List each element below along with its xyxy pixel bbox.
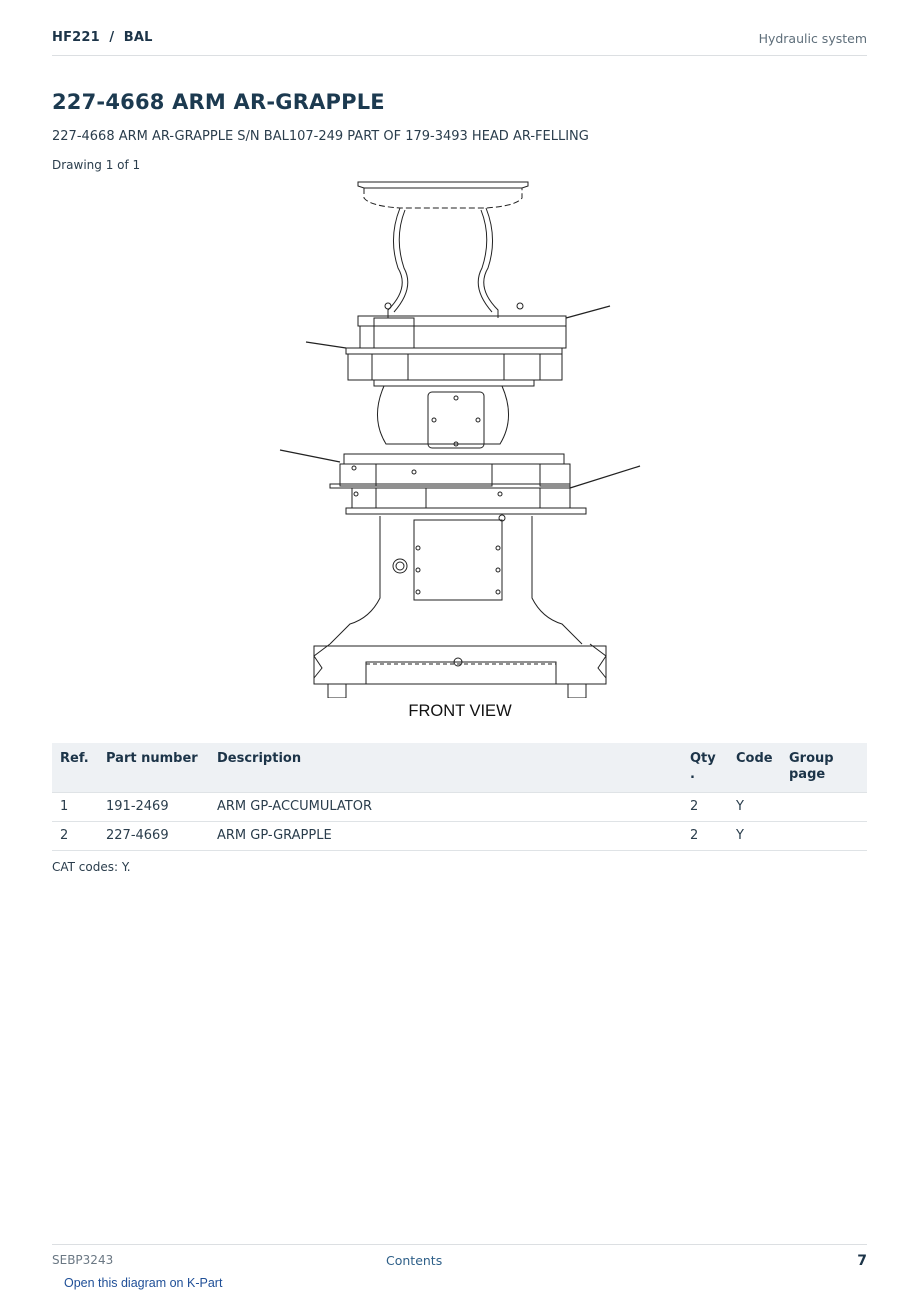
section-name: Hydraulic system [758,31,867,46]
page-subtitle: 227-4668 ARM AR-GRAPPLE S/N BAL107-249 PART OF 179-3493 HEAD AR-FELLING [52,129,589,144]
col-code: Code [728,743,781,792]
row-group-page [781,821,867,850]
parts-diagram [270,178,650,728]
breadcrumb: HF221 / BAL [52,30,153,45]
contents-link[interactable]: Contents [386,1253,443,1268]
kpart-link[interactable]: Open this diagram on K-Part [64,1276,223,1290]
page-title: 227-4668 ARM AR-GRAPPLE [52,90,385,114]
row-group-page [781,792,867,821]
page-number: 7 [857,1253,867,1269]
row-part-number: 191-2469 [98,792,209,821]
row-ref: 2 [52,821,98,850]
cat-codes-note: CAT codes: Y. [52,860,131,874]
row-description: ARM GP-GRAPPLE [209,821,682,850]
page-footer [52,1244,867,1274]
col-qty: Qty . [682,743,728,792]
col-part-number: Part number [98,743,209,792]
col-description: Description [209,743,682,792]
row-ref: 1 [52,792,98,821]
col-ref: Ref. [52,743,98,792]
front-view-drawing [270,178,650,698]
row-code: Y [728,821,781,850]
row-code: Y [728,792,781,821]
table-row [52,792,867,821]
table-row [52,821,867,850]
page-header [52,28,867,56]
row-part-number: 227-4669 [98,821,209,850]
drawing-count: Drawing 1 of 1 [52,158,141,172]
col-group-page: Group page [781,743,867,792]
view-label: FRONT VIEW [408,702,512,720]
row-qty: 2 [682,821,728,850]
document-number: SEBP3243 [52,1253,114,1267]
table-header-row [52,743,867,792]
parts-table [52,743,867,851]
row-qty: 2 [682,792,728,821]
row-description: ARM GP-ACCUMULATOR [209,792,682,821]
